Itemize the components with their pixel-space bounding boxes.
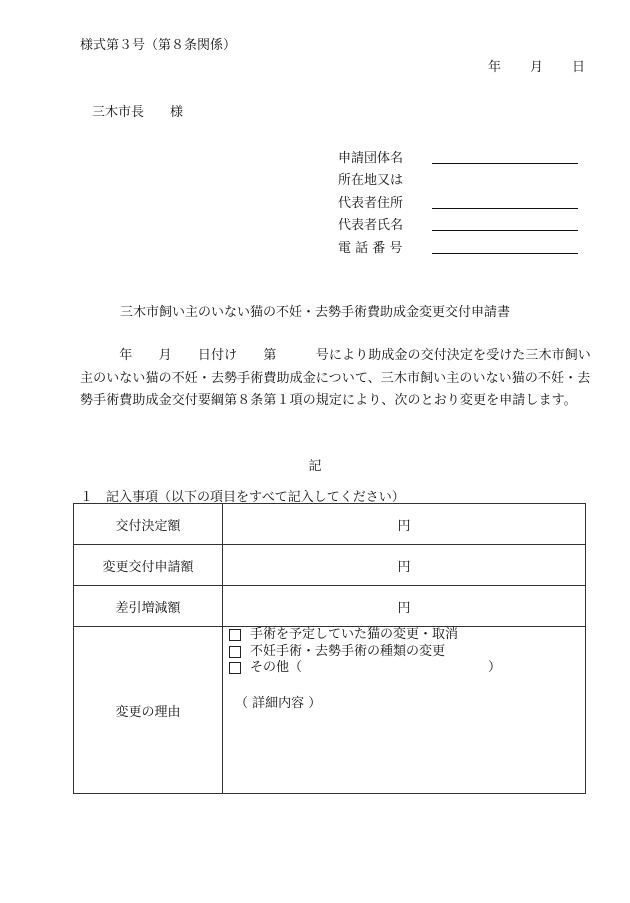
detail-label: （ 詳細内容 ） (235, 695, 322, 711)
applicant-field-line[interactable] (432, 239, 578, 254)
table-row (74, 545, 586, 586)
checkbox[interactable] (229, 662, 241, 674)
body-paragraph: 年 月 日付け 第 号により助成金の交付決定を受けた三木市飼い主のいない猫の不妊・去勢手術費助成金について、三木市飼い主のいない猫の不妊・去勢手術費助成金交付要綱第８条第１項の規定により、次のとおり変更を申請します。 (80, 348, 591, 408)
table-row (74, 586, 586, 627)
date-month: 月 (530, 60, 544, 75)
row-label: 交付決定額 (74, 504, 223, 545)
applicant-block (338, 145, 578, 258)
other-close-label: ） (488, 660, 502, 675)
applicant-label: 代表者住所 (338, 195, 404, 211)
date-line (488, 56, 585, 75)
applicant-row-phone (338, 235, 578, 258)
table-row-reason (74, 627, 586, 794)
yen-unit: 円 (397, 518, 411, 534)
applicant-field-line[interactable] (432, 216, 578, 231)
date-day: 日 (572, 60, 586, 75)
yen-unit: 円 (397, 600, 411, 616)
applicant-row-org (338, 145, 578, 168)
document-title: 三木市飼い主のいない猫の不妊・去勢手術費助成金変更交付申請書 (119, 305, 510, 320)
applicant-label: 所在地又は (338, 173, 404, 189)
table-row (74, 504, 586, 545)
row-label: 変更の理由 (74, 627, 223, 794)
checkbox[interactable] (229, 646, 241, 658)
amount-field[interactable] (223, 504, 586, 545)
reason-cell (223, 627, 586, 794)
applicant-row-name (338, 213, 578, 236)
amount-field[interactable] (223, 586, 586, 627)
form-number: 様式第３号（第８条関係） (80, 38, 237, 53)
date-year: 年 (488, 60, 502, 75)
reason-option (229, 627, 585, 644)
applicant-label: 代表者氏名 (338, 218, 404, 234)
option-label: 手術を予定していた猫の変更・取消 (250, 627, 459, 642)
option-label: 不妊手術・去勢手術の種類の変更 (250, 643, 446, 659)
entry-table (73, 503, 586, 794)
applicant-row-address (338, 190, 578, 213)
addressee: 三木市長 様 (92, 105, 184, 120)
applicant-row-location (338, 168, 578, 191)
reason-option (229, 644, 585, 661)
applicant-field-line[interactable] (432, 194, 578, 209)
checkbox[interactable] (229, 629, 241, 641)
applicant-field-line[interactable] (432, 149, 578, 164)
section-heading: １ 記入事項（以下の項目をすべて記入してください） (80, 490, 405, 505)
row-label: 変更交付申請額 (74, 545, 223, 586)
row-label: 差引増減額 (74, 586, 223, 627)
applicant-label: 電 話 番 号 (338, 240, 403, 256)
other-open-label: その他（ (250, 660, 303, 675)
reason-option-other (229, 660, 585, 677)
ki-heading: 記 (308, 459, 322, 474)
amount-field[interactable] (223, 545, 586, 586)
applicant-label: 申請団体名 (338, 150, 404, 166)
yen-unit: 円 (397, 559, 411, 575)
